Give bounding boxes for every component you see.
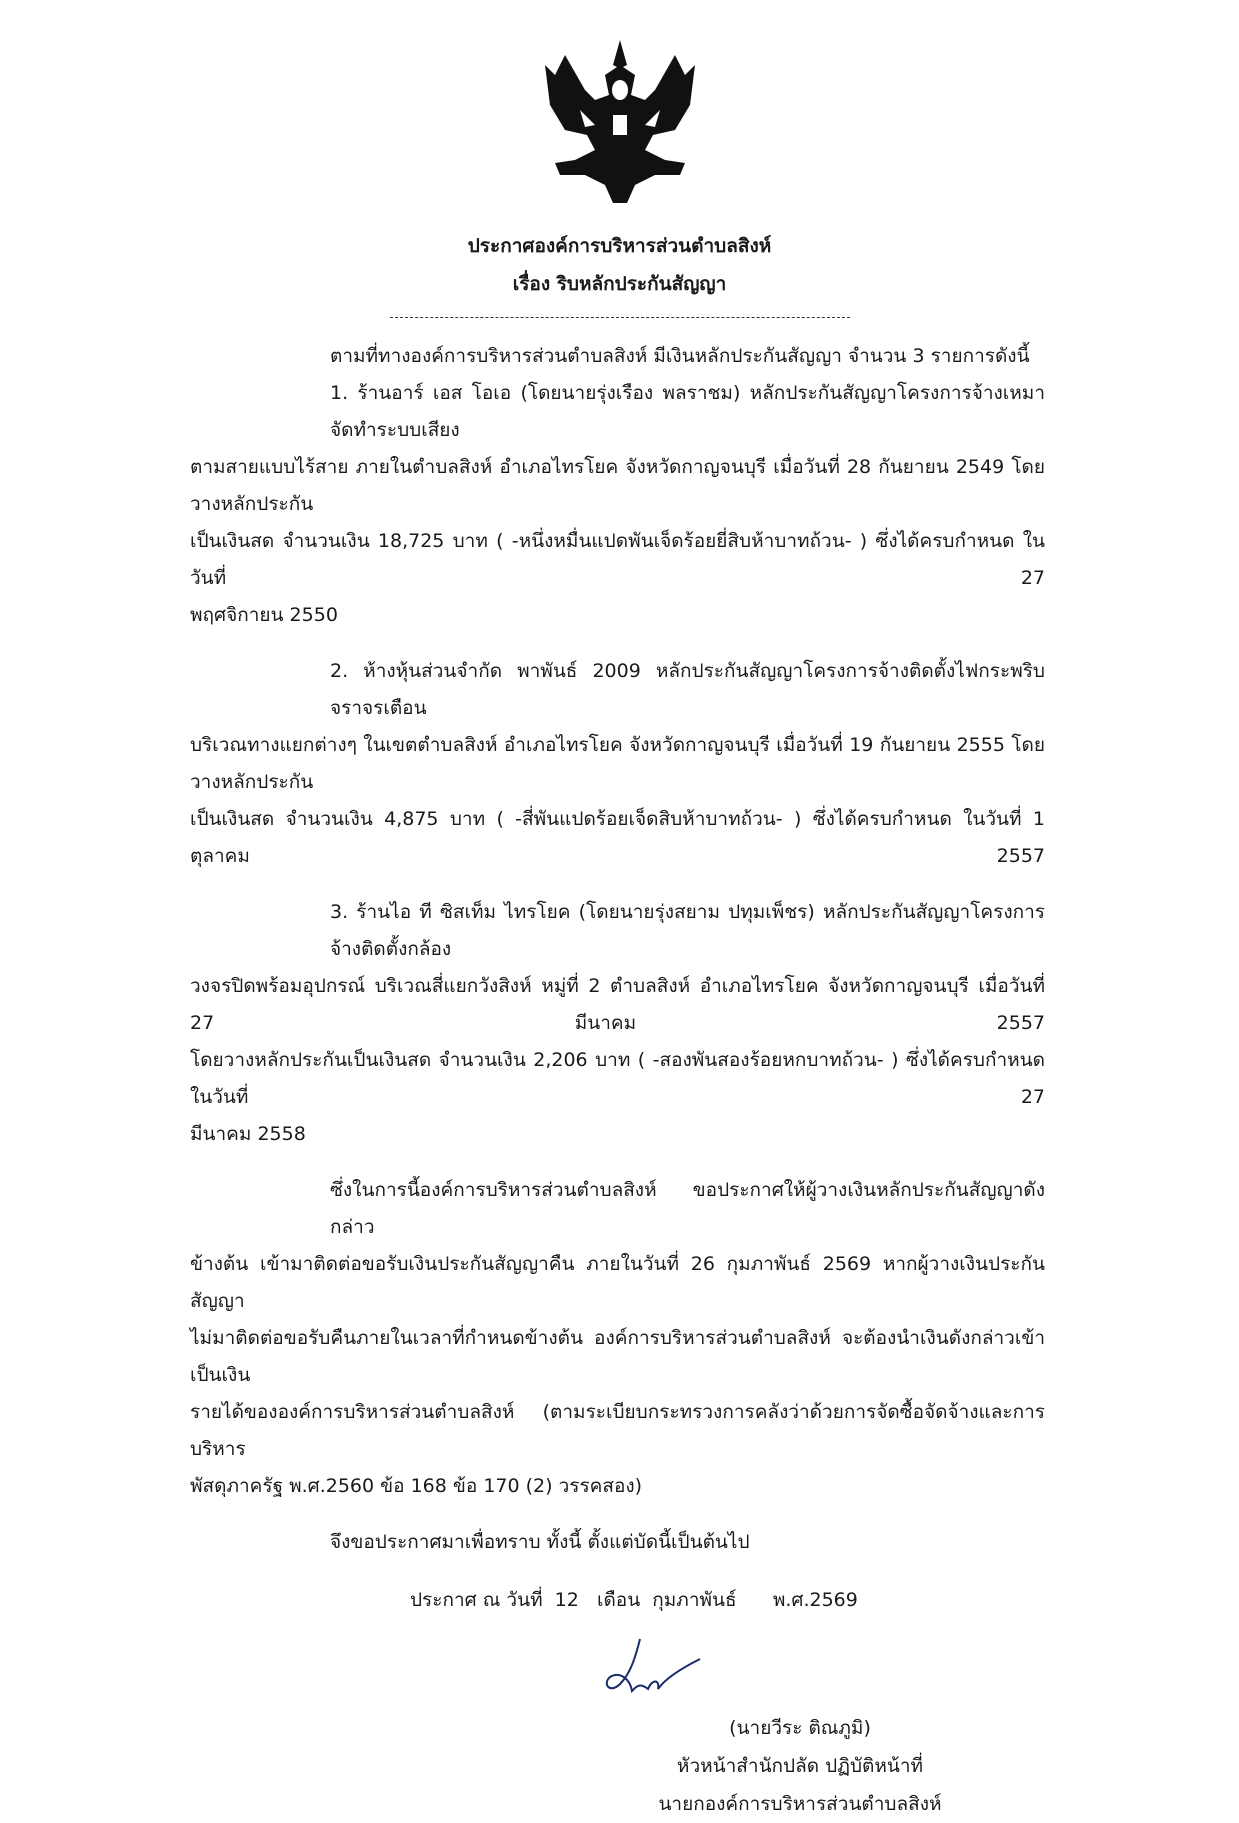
announcement-title: ประกาศองค์การบริหารส่วนตำบลสิงห์ [467, 235, 772, 257]
item-3 [190, 894, 1045, 1153]
item3-line: โดยวางหลักประกันเป็นเงินสด จำนวนเงิน 2,206 บาท ( -สองพันสองร้อยหกบาทถ้วน- ) ซึ่งได้ครบกำหนด ในวันที่ 27 [190, 1049, 1045, 1108]
signatory-position: หัวหน้าสำนักปลัด ปฏิบัติหน้าที่ [676, 1755, 924, 1777]
item1-line: พฤศจิกายน 2550 [190, 604, 338, 626]
emblem-area [0, 0, 1239, 205]
notice-line: ไม่มาติดต่อขอรับคืนภายในเวลาที่กำหนดข้างต้น องค์การบริหารส่วนตำบลสิงห์ จะต้องนำเงินดังกล่าวเข้าเป็นเงิน [190, 1327, 1045, 1386]
notice-line: พัสดุภาครัฐ พ.ศ.2560 ข้อ 168 ข้อ 170 (2) วรรคสอง) [190, 1475, 643, 1497]
item3-line: วงจรปิดพร้อมอุปกรณ์ บริเวณสี่แยกวังสิงห์ หมู่ที่ 2 ตำบลสิงห์ อำเภอไทรโยค จังหวัดกาญจนบุรี เมื่อวันที่ 27 มีนาคม 2557 [190, 975, 1045, 1034]
intro-text: ตามที่ทางองค์การบริหารส่วนตำบลสิงห์ มีเงินหลักประกันสัญญา จำนวน 3 รายการดังนี้ [330, 345, 1030, 367]
garuda-emblem [535, 35, 705, 205]
item3-line: 3. ร้านไอ ที ซิสเท็ม ไทรโยค (โดยนายรุ่งสยาม ปทุมเพ็ชร) หลักประกันสัญญาโครงการจ้างติดตั้งกล้อง [330, 901, 1045, 960]
item2-line: บริเวณทางแยกต่างๆ ในเขตตำบลสิงห์ อำเภอไทรโยค จังหวัดกาญจนบุรี เมื่อวันที่ 19 กันยายน 2555 โดยวางหลักประกัน [190, 734, 1045, 793]
notice-line: ข้างต้น เข้ามาติดต่อขอรับเงินประกันสัญญาคืน ภายในวันที่ 26 กุมภาพันธ์ 2569 หากผู้วางเงินประกันสัญญา [190, 1253, 1045, 1312]
signature-block [560, 1629, 1040, 1823]
notice-line: รายได้ขององค์การบริหารส่วนตำบลสิงห์ (ตามระเบียบกระทรวงการคลังว่าด้วยการจัดซื้อจัดจ้างและการบริหาร [190, 1401, 1045, 1460]
signatory-position: นายกองค์การบริหารส่วนตำบลสิงห์ [658, 1793, 942, 1815]
item1-line: ตามสายแบบไร้สาย ภายในตำบลสิงห์ อำเภอไทรโยค จังหวัดกาญจนบุรี เมื่อวันที่ 28 กันยายน 2549 โดยวางหลักประกัน [190, 456, 1045, 515]
item-2 [190, 653, 1045, 875]
notice-paragraph [190, 1172, 1045, 1505]
closing-text: จึงขอประกาศมาเพื่อทราบ ทั้งนี้ ตั้งแต่บัดนี้เป็นต้นไป [330, 1531, 750, 1553]
announcement-date: ประกาศ ณ วันที่ 12 เดือน กุมภาพันธ์ พ.ศ.2569 [410, 1589, 858, 1611]
item1-line: เป็นเงินสด จำนวนเงิน 18,725 บาท ( -หนึ่งหมื่นแปดพันเจ็ดร้อยยี่สิบห้าบาทถ้วน- ) ซึ่งได้ครบกำหนด ในวันที่ 27 [190, 530, 1045, 589]
announcement-subject: เรื่อง ริบหลักประกันสัญญา [512, 273, 727, 295]
announcement-body [190, 318, 1045, 1619]
signature [560, 1629, 710, 1709]
item2-line: เป็นเงินสด จำนวนเงิน 4,875 บาท ( -สี่พันแปดร้อยเจ็ดสิบห้าบาทถ้วน- ) ซึ่งได้ครบกำหนด ในวันที่ 1 ตุลาคม 2557 [190, 808, 1045, 867]
item1-line: 1. ร้านอาร์ เอส โอเอ (โดยนายรุ่งเรือง พลราชม) หลักประกันสัญญาโครงการจ้างเหมาจัดทำระบบเสียง [330, 382, 1045, 441]
signatory-name: (นายวีระ ติณภูมิ) [729, 1717, 871, 1739]
item3-line: มีนาคม 2558 [190, 1123, 306, 1145]
notice-line: ซึ่งในการนี้องค์การบริหารส่วนตำบลสิงห์ ขอประกาศให้ผู้วางเงินหลักประกันสัญญาดังกล่าว [330, 1179, 1045, 1238]
item2-line: 2. ห้างหุ้นส่วนจำกัด พาพันธ์ 2009 หลักประกันสัญญาโครงการจ้างติดตั้งไฟกระพริบจราจรเตือน [330, 660, 1045, 719]
item-1 [190, 375, 1045, 634]
